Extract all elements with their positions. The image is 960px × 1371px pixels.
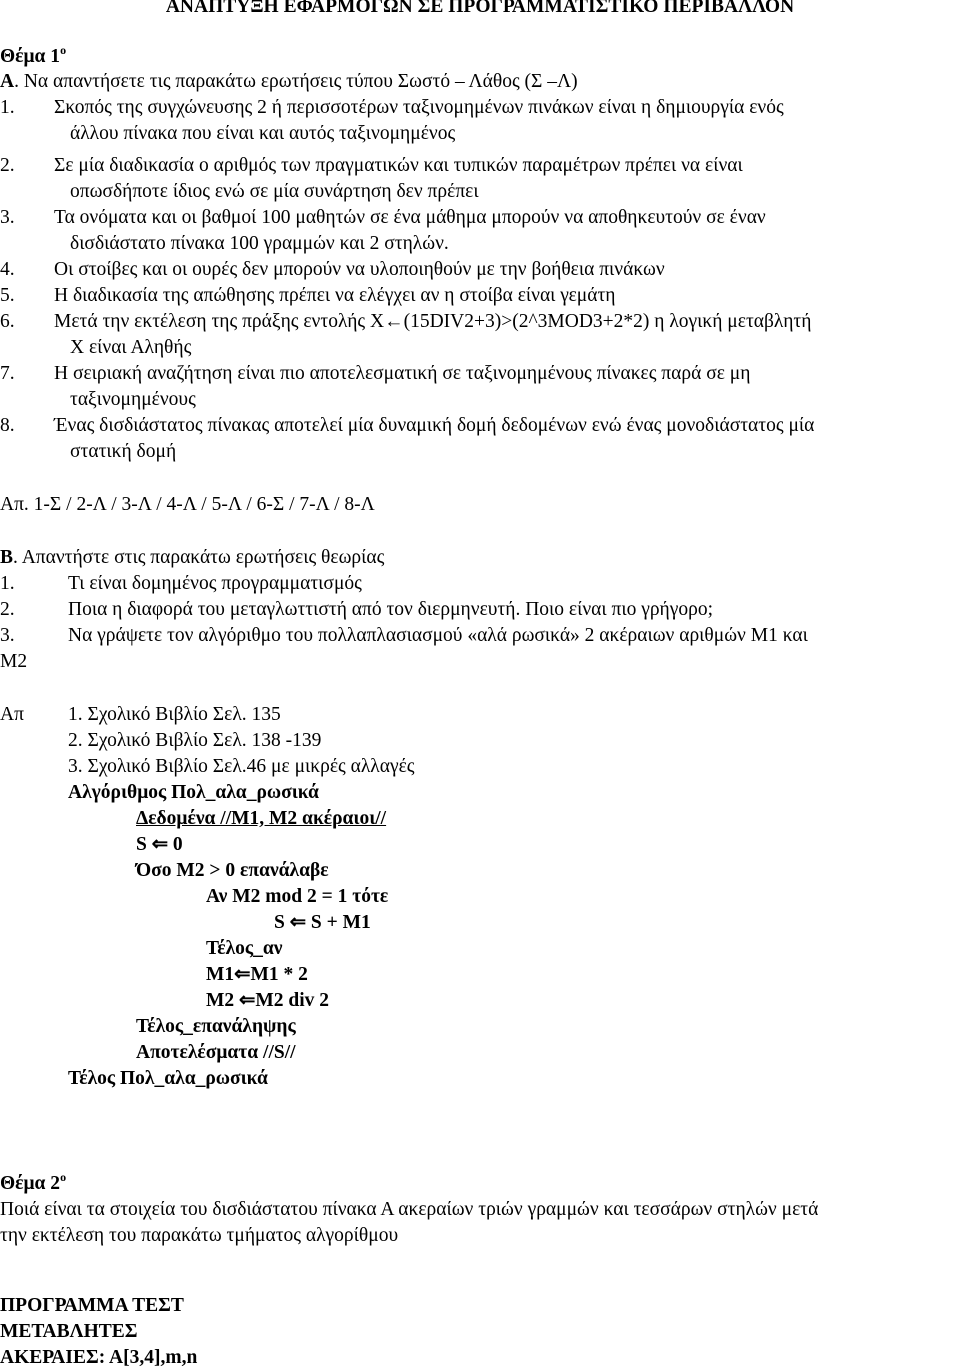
algorithm-line: S ⇐ 0 <box>136 834 183 855</box>
item-number: 6. <box>0 311 15 332</box>
algorithm-line: Όσο Μ2 > 0 επανάλαβε <box>136 860 329 881</box>
theme2-heading <box>0 1171 66 1198</box>
tf-item-3 <box>0 205 766 231</box>
part-a-text: . Να απαντήσετε τις παρακάτω ερωτήσεις τύπου Σωστό – Λάθος (Σ –Λ) <box>14 71 578 92</box>
theme2-heading-sup: ο <box>60 1170 67 1184</box>
theme1-heading <box>0 44 66 71</box>
tf-item-1 <box>0 95 784 121</box>
item-number: 8. <box>0 415 15 436</box>
question-2 <box>0 597 713 623</box>
document-title: ΑΝΑΠΤΥΞΗ ΕΦΑΡΜΟΓΩΝ ΣΕ ΠΡΟΓΡΑΜΜΑΤΙΣΤΙΚΟ ΠΕΡΙΒΑΛΛΟΝ <box>165 0 795 17</box>
item-text: Τα ονόματα και οι βαθμοί 100 μαθητών σε ένα μάθημα μπορούν να αποθηκευτούν σε έναν <box>54 207 766 228</box>
tf-item-4 <box>0 257 665 283</box>
item-text: Ένας δισδιάστατος πίνακας αποτελεί μία δυναμική δομή δεδομένων ενώ ένας μονοδιάστατος μία <box>54 415 815 436</box>
algorithm-line: Αν Μ2 mod 2 = 1 τότε <box>206 886 389 907</box>
algorithm-line: Μ2 ⇐Μ2 div 2 <box>206 990 330 1011</box>
question-text: Να γράψετε τον αλγόριθμο του πολλαπλασιασμού «αλά ρωσικά» 2 ακέραιων αριθμών Μ1 και <box>68 625 808 646</box>
algorithm-line <box>136 806 386 832</box>
question-3 <box>0 623 808 649</box>
algorithm-line: S ⇐ S + M1 <box>274 912 371 933</box>
algorithm-line: Μ1⇐Μ1 * 2 <box>206 964 308 985</box>
tf-item-2-cont: οπωσδήποτε ίδιος ενώ σε μία συνάρτηση δεν πρέπει <box>70 181 479 202</box>
program-line: ΠΡΟΓΡΑΜΜΑ ΤΕΣΤ <box>0 1295 184 1316</box>
theme1-heading-sup: ο <box>60 43 67 57</box>
algorithm-line: Αποτελέσματα //S// <box>136 1042 296 1063</box>
answer-b-1: 1. Σχολικό Βιβλίο Σελ. 135 <box>68 704 281 725</box>
tf-item-1-cont: άλλου πίνακα που είναι και αυτός ταξινομημένος <box>70 123 456 144</box>
tf-item-2 <box>0 153 743 179</box>
question-1 <box>0 571 362 597</box>
question-number: 3. <box>0 625 15 646</box>
algorithm-line: Τέλος_επανάληψης <box>136 1016 296 1037</box>
theme2-question-line-1: Ποιά είναι τα στοιχεία του δισδιάστατου πίνακα Α ακεραίων τριών γραμμών και τεσσάρων στηλών μετά <box>0 1199 819 1220</box>
theme2-question-line-2: την εκτέλεση του παρακάτω τμήματος αλγορίθμου <box>0 1225 399 1246</box>
item-number: 3. <box>0 207 15 228</box>
question-number: 2. <box>0 599 15 620</box>
item-text: Η σειριακή αναζήτηση είναι πιο αποτελεσματική σε ταξινομημένους πίνακες παρά σε μη <box>54 363 751 384</box>
tf-item-5 <box>0 283 615 309</box>
item-text: Σκοπός της συγχώνευσης 2 ή περισσοτέρων ταξινομημένων πινάκων είναι η δημιουργία ενός <box>54 97 784 118</box>
item-number: 4. <box>0 259 15 280</box>
tf-item-8 <box>0 413 814 439</box>
tf-item-7 <box>0 361 750 387</box>
program-line: ΑΚΕΡΑΙΕΣ: Α[3,4],m,n <box>0 1347 198 1368</box>
algorithm-keyword: Δεδομένα //Μ1, Μ2 ακέραιοι// <box>136 808 387 829</box>
item-number: 1. <box>0 97 15 118</box>
part-b-label: Β <box>0 547 14 568</box>
tf-item-7-cont: ταξινομημένους <box>70 389 196 410</box>
answer-b-2: 2. Σχολικό Βιβλίο Σελ. 138 -139 <box>68 730 322 751</box>
theme1-heading-text: Θέμα 1 <box>0 46 61 67</box>
item-text: Μετά την εκτέλεση της πράξης εντολής Χ←(15DIV2+3)>(2^3MOD3+2*2) η λογική μεταβλητή <box>54 311 812 332</box>
tf-item-6-cont: Χ είναι Αληθής <box>70 337 192 358</box>
question-number: 1. <box>0 573 15 594</box>
part-b-text: . Απαντήστε στις παρακάτω ερωτήσεις θεωρίας <box>13 547 385 568</box>
question-text: Τι είναι δομημένος προγραμματισμός <box>68 573 362 594</box>
part-a-heading <box>0 69 578 95</box>
item-number: 2. <box>0 155 15 176</box>
part-b-heading <box>0 545 384 571</box>
part-a-label: Α <box>0 71 15 92</box>
answer-b-3: 3. Σχολικό Βιβλίο Σελ.46 με μικρές αλλαγές <box>68 756 415 777</box>
item-number: 7. <box>0 363 15 384</box>
item-text: Σε μία διαδικασία ο αριθμός των πραγματικών και τυπικών παραμέτρων πρέπει να είναι <box>54 155 743 176</box>
algorithm-line: Τέλος Πολ_αλα_ρωσικά <box>68 1068 268 1089</box>
answer-a: Απ. 1-Σ / 2-Λ / 3-Λ / 4-Λ / 5-Λ / 6-Σ / 7-Λ / 8-Λ <box>0 494 375 515</box>
tf-item-8-cont: στατική δομή <box>70 441 177 462</box>
item-number: 5. <box>0 285 15 306</box>
tf-item-6 <box>0 309 811 335</box>
program-line: ΜΕΤΑΒΛΗΤΕΣ <box>0 1321 138 1342</box>
answers-b-label: Απ <box>0 704 24 725</box>
algorithm-line: Τέλος_αν <box>206 938 283 959</box>
theme2-heading-text: Θέμα 2 <box>0 1173 61 1194</box>
item-text: Οι στοίβες και οι ουρές δεν μπορούν να υλοποιηθούν με την βοήθεια πινάκων <box>54 259 665 280</box>
question-3-cont: Μ2 <box>0 651 28 672</box>
question-text: Ποια η διαφορά του μεταγλωττιστή από τον διερμηνευτή. Ποιο είναι πιο γρήγορο; <box>68 599 714 620</box>
tf-item-3-cont: δισδιάστατο πίνακα 100 γραμμών και 2 στηλών. <box>70 233 449 254</box>
algorithm-line: Αλγόριθμος Πολ_αλα_ρωσικά <box>68 782 319 803</box>
item-text: Η διαδικασία της απώθησης πρέπει να ελέγχει αν η στοίβα είναι γεμάτη <box>54 285 616 306</box>
